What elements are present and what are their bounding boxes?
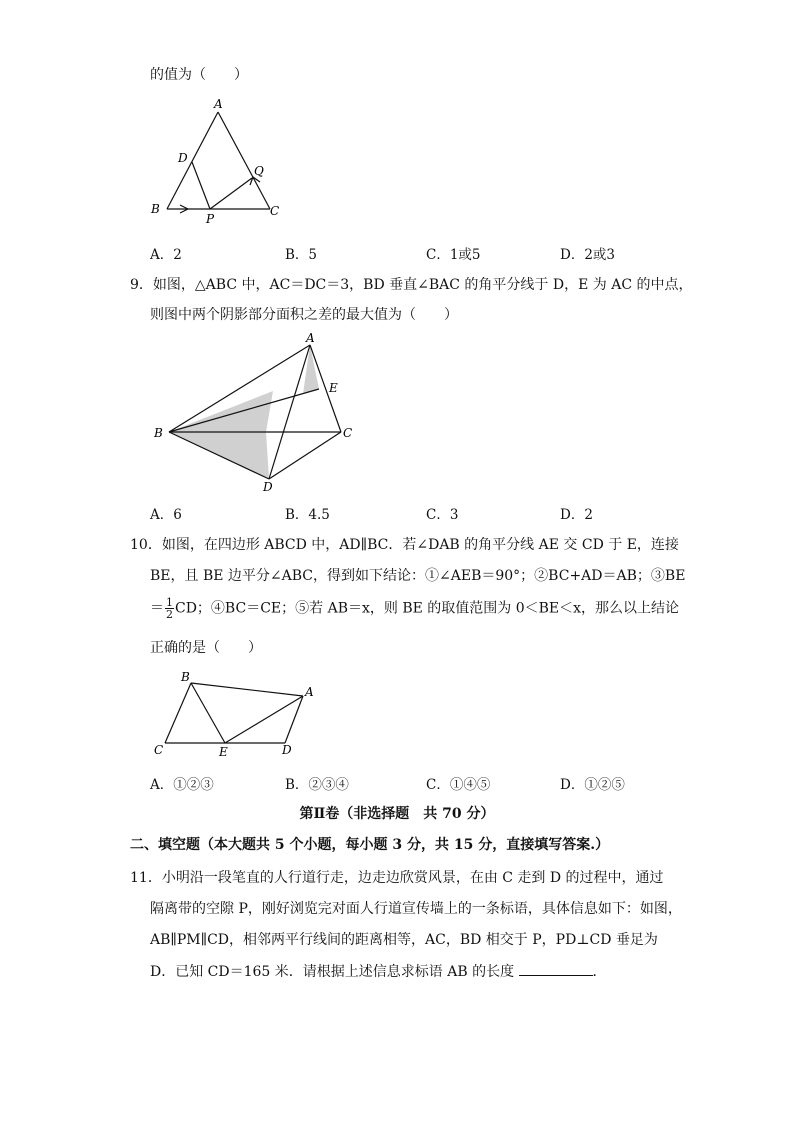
q8-text-tail: 的值为（ ） [150,67,248,83]
q10-figure [145,666,335,766]
q10-option-a[interactable]: A．①②③ [150,777,214,793]
q9-label-d: D [263,480,273,494]
q11-answer-blank[interactable] [519,961,593,976]
q8-option-a[interactable]: A．2 [150,247,182,263]
q8-label-q: Q [254,164,264,178]
q9-label-c: C [343,426,353,440]
q9-option-c[interactable]: C．3 [426,507,459,523]
q9-text-line1: 9．如图，△ABC 中，AC＝DC＝3，BD 垂直∠BAC 的角平分线于 D，E 为 AC 的中点， [130,277,693,293]
q9-option-b[interactable]: B．4.5 [285,507,330,523]
q10-option-b[interactable]: B．②③④ [285,777,349,793]
q9-label-e: E [329,381,338,395]
q11-text-line1: 11．小明沿一段笔直的人行道行走，边走边欣赏风景，在由 C 走到 D 的过程中，通过 [130,870,664,886]
q11-text-line3: AB∥PM∥CD，相邻两平行线间的距离相等，AC，BD 相交于 P，PD⊥CD 垂足为 [150,932,658,948]
q10-line3-prefix: ＝ [150,600,164,617]
q9-label-a: A [306,331,315,345]
q10-label-d: D [282,743,292,757]
section2-title: 二、填空题（本大题共 5 个小题，每小题 3 分，共 15 分，直接填写答案.） [130,837,610,853]
q10-side-bc [165,683,191,743]
q9-shaded-region-3 [303,345,319,394]
q11-line4-text: D．已知 CD＝165 米．请根据上述信息求标语 AB 的长度 [150,964,515,980]
q10-label-c: C [154,743,164,757]
q8-label-a: A [214,97,223,111]
q8-label-p: P [206,212,215,226]
q9-label-b: B [154,426,163,440]
q10-side-ba [191,683,303,696]
q10-text-line2: BE，且 BE 边平分∠ABC，得到如下结论：①∠AEB＝90°；②BC+AD＝AB；③BE [150,568,686,584]
q10-label-a: A [305,685,314,699]
q11-text-line4 [150,961,607,982]
q8-side-ab [167,112,218,209]
q10-segment-be [191,683,225,743]
q10-label-e: E [219,745,228,759]
q9-options [150,503,710,523]
q10-fraction-denominator: 2 [166,608,173,621]
q11-line4-end: ． [592,964,607,980]
q8-option-d[interactable]: D．2或3 [560,247,616,263]
q11-text-line2: 隔离带的空隙 P，刚好浏览完对面人行道宣传墙上的一条标语，具体信息如下：如图， [150,901,682,917]
q8-option-c[interactable]: C．1或5 [426,247,481,263]
q8-figure [140,95,300,230]
q8-label-c: C [270,204,280,218]
q10-text-line4: 正确的是（ ） [150,640,262,656]
q10-label-b: B [181,670,190,684]
q8-label-b: B [151,202,160,216]
q9-text-line2: 则图中两个阴影部分面积之差的最大值为（ ） [150,307,458,323]
q10-options [150,773,710,793]
q9-segment-ad [269,345,310,479]
q10-text-line3 [150,597,679,620]
q10-side-ad [285,696,303,743]
q8-option-b[interactable]: B．5 [285,247,318,263]
q9-segment-dc [269,432,341,479]
q10-fraction-numerator: 1 [166,596,173,609]
q10-option-c[interactable]: C．①④⑤ [426,777,491,793]
q9-option-a[interactable]: A．6 [150,507,182,523]
q9-figure [145,331,365,495]
part2-title: 第Ⅱ卷（非选择题 共 70 分） [299,806,495,822]
q10-fraction-half [165,597,174,620]
q9-option-d[interactable]: D．2 [560,507,593,523]
q8-segment-dp [192,162,210,209]
q10-line3-suffix: CD；④BC＝CE；⑤若 AB＝x，则 BE 的取值范围为 0＜BE＜x，那么以上结论 [175,600,680,617]
q8-segment-pq [210,178,252,209]
q8-label-d: D [178,151,188,165]
q8-side-ac [218,112,270,209]
q10-text-line1: 10．如图，在四边形 ABCD 中，AD∥BC．若∠DAB 的角平分线 AE 交 CD 于 E，连接 [130,537,679,553]
q9-shaded-region-1 [169,391,273,432]
q10-segment-ae [225,696,303,743]
q10-option-d[interactable]: D．①②⑤ [560,777,625,793]
q8-options [150,243,710,263]
